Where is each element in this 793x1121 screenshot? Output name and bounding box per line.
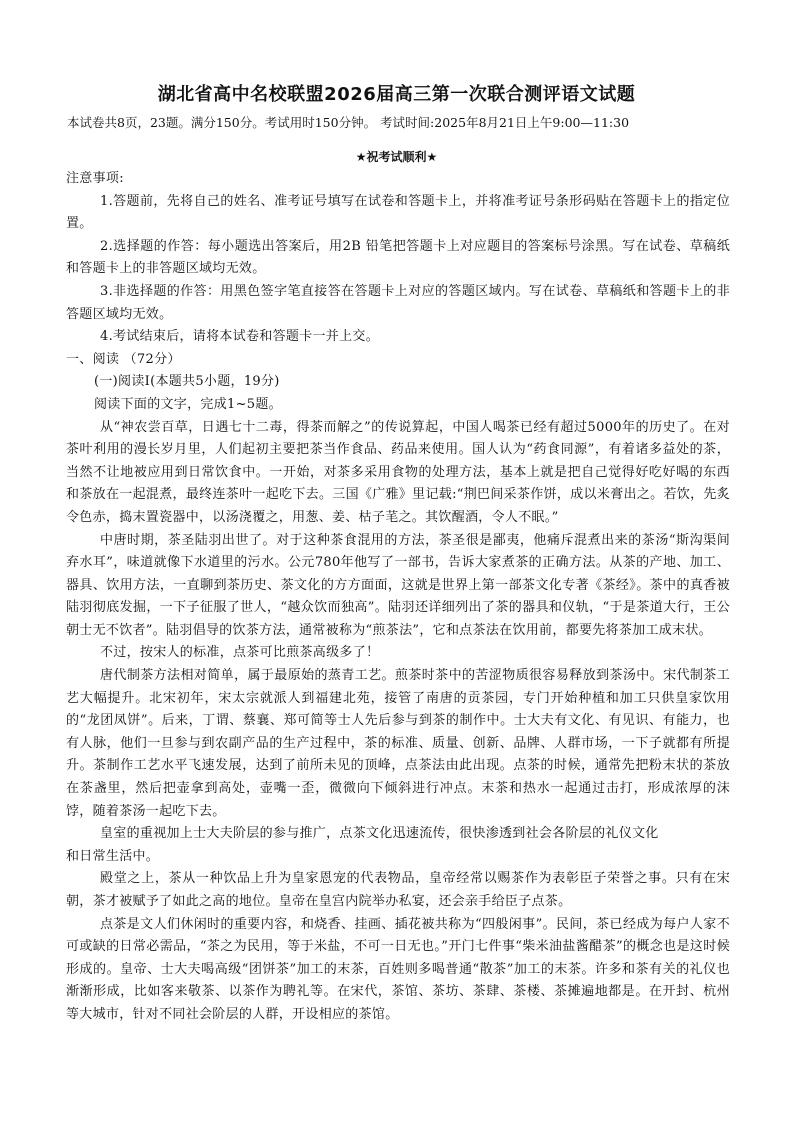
section-heading: 一、阅读 （72分）: [66, 351, 181, 367]
notes-heading: 注意事项:: [66, 171, 124, 186]
note-item: 1.答题前，先将自己的姓名、准考证号填写在试卷和答题卡上，并将准考证号条形码贴在答题卡上的指定位置。: [66, 193, 730, 232]
section-instruction: 阅读下面的文字，完成1~5题。: [94, 396, 282, 412]
passage-paragraph: 殿堂之上，茶从一种饮品上升为皇家恩宠的代表物品，皇帝经常以赐茶作为表彰臣子荣誉之事。只有在宋朝，茶才被赋予了如此之高的地位。皇帝在皇宫内院举办私宴，还会亲手给臣子点茶。: [66, 871, 730, 909]
note-item: 2.选择题的作答：每小题选出答案后，用2B 铅笔把答题卡上对应题目的答案标号涂黑。写在试卷、草稿纸和答题卡上的非答题区域均无效。: [66, 238, 730, 277]
passage-paragraph: 唐代制茶方法相对简单，属于最原始的蒸青工艺。煎茶时茶中的苦涩物质很容易释放到茶汤中。宋代制茶工艺大幅提升。北宋初年，宋太宗就派人到福建北苑，接管了南唐的贡茶园，专门开始种植和加工只供皇家饮用的“龙团凤饼”。后来，丁谓、蔡襄、郑可简等士人先后参与到茶的制作中。士大夫有文化、有见识、有能力，也有人脉，他们一旦参与到农副产品的生产过程中，茶的标准、质量、创新、品牌、人群市场，一下子就都有所提升。茶制作工艺水平飞速发展，达到了前所未见的顶峰，点茶法由此出现。点茶的时候，通常先把粉末状的茶放在茶盏里，然后把壶拿到高处，壶嘴一歪，微微向下倾斜进行冲点。末茶和热水一起通过击打，形成浓厚的沫饽，随着茶汤一起吃下去。: [66, 668, 730, 819]
exam-body: [66, 168, 730, 1027]
exam-title: 湖北省高中名校联盟2026届高三第一次联合测评语文试题: [157, 84, 636, 105]
good-luck-line: ★祝考试顺利★: [355, 150, 438, 164]
passage-paragraph: 和日常生活中。: [66, 848, 160, 864]
note-item: 3.非选择题的作答：用黑色签字笔直接答在答题卡上对应的答题区域内。写在试卷、草稿纸和答题卡上的非答题区域均无效。: [66, 283, 730, 322]
passage-paragraph: 中唐时期，茶圣陆羽出世了。对于这种茶食混用的方法，茶圣很是鄙夷，他痛斥混煮出来的茶汤“斯沟渠间弃水耳”，味道就像下水道里的污水。公元780年他写了一部书，告诉大家煮茶的正确方法。从茶的产地、加工、器具、饮用方法，一直聊到茶历史、茶文化的方方面面，这就是世界上第一部茶文化专著《茶经》。茶中的真香被陆羽彻底发掘，一下子征服了世人，“越众饮而独高”。陆羽还详细列出了茶的器具和仪轨，“于是茶道大行，王公朝士无不饮者”。陆羽倡导的饮茶方法，通常被称为“煎茶法”，它和点茶法在饮用前，都要先将茶加工成末状。: [66, 532, 730, 638]
section-subheading: (一)阅读Ⅰ(本题共5小题，19分): [94, 374, 280, 390]
passage-paragraph: 不过，按宋人的标准，点茶可比煎茶高级多了！: [100, 645, 380, 661]
note-item: 4.考试结束后，请将本试卷和答题卡一并上交。: [100, 329, 380, 345]
passage-paragraph: 从“神农尝百草，日遇七十二毒，得茶而解之”的传说算起，中国人喝茶已经有超过5000年的历史了。在对茶叶利用的漫长岁月里，人们起初主要把茶当作食品、药品来使用。国人认为“药食同源”，有着诸多益处的茶，当然不让地被应用到日常饮食中。一开始，对茶多采用食物的处理方法，基本上就是把自己觉得好吃好喝的东西和茶放在一起混煮，最终连茶叶一起吃下去。三国《广雅》里记载:“荆巴间采茶作饼，成以米膏出之。若饮，先炙令色赤，捣末置瓷器中，以汤浇覆之，用葱、姜、枯子芼之。其饮醒酒，令人不眠。”: [66, 419, 730, 525]
passage-paragraph: 点茶是文人们休闲时的重要内容，和烧香、挂画、插花被共称为“四般闲事”。民间，茶已经成为每户人家不可或缺的日常必需品，“茶之为民用，等于米盐，不可一日无也。”开门七件事“柴米油盐酱醋茶”的概念也是这时候形成的。皇帝、士大夫喝高级“团饼茶”加工的末茶，百姓则多喝普通“散茶”加工的末茶。许多和茶有关的礼仪也渐渐形成，比如客来敬茶、以茶作为聘礼等。在宋代，茶馆、茶坊、茶肆、茶楼、茶摊遍地都是。在开封、杭州等大城市，针对不同社会阶层的人群，开设相应的茶馆。: [66, 916, 730, 1022]
passage-paragraph: 皇室的重视加上士大夫阶层的参与推广，点茶文化迅速流传，很快渗透到社会各阶层的礼仪文化: [100, 826, 659, 842]
exam-info-line: 本试卷共8页，23题。满分150分。考试用时150分钟。 考试时间:2025年8月21日上午9:00—11:30: [67, 115, 630, 130]
